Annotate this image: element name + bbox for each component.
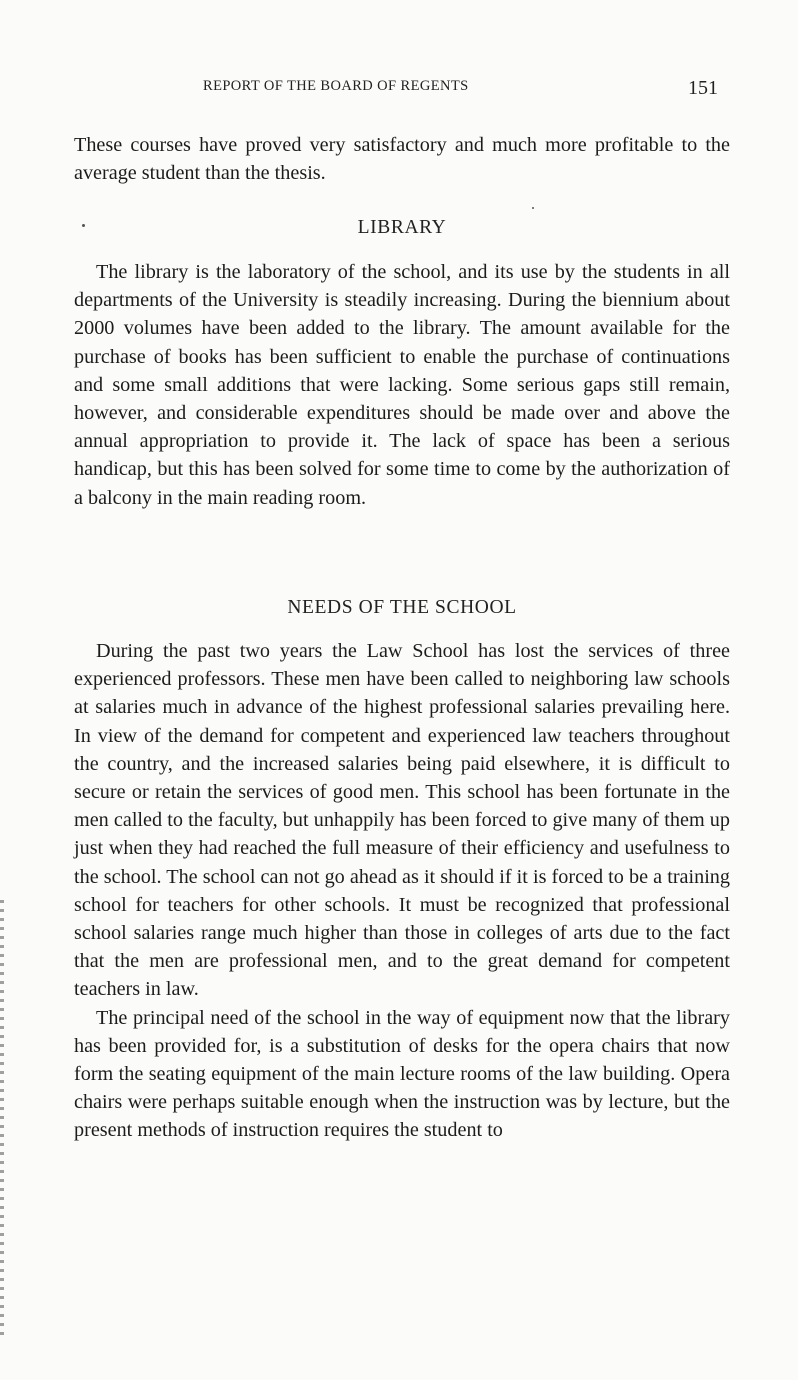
intro-paragraph: These courses have proved very satisfactory and much more profitable to the average student than the thesis. — [74, 134, 730, 185]
running-head: REPORT OF THE BOARD OF REGENTS — [203, 78, 469, 94]
binding-edge — [0, 900, 4, 1340]
needs-section-body — [74, 637, 730, 1145]
scan-speck — [532, 207, 534, 209]
page-number: 151 — [688, 77, 718, 99]
intro-paragraph-block — [74, 131, 730, 187]
scan-speck — [82, 224, 85, 227]
library-paragraph: The library is the laboratory of the school, and its use by the students in all departments of the University is steadily increasing. During the biennium about 2000 volumes have been added to the library. The amount available for the purchase of books has been sufficient to enable the purchase of continuations and some small additions that were lacking. Some serious gaps still remain, however, and considerable expenditures should be made over and above the annual appropriation to provide it. The lack of space has been a serious handicap, but this has been solved for some time to come by the authorization of a balcony in the main reading room. — [74, 261, 730, 509]
library-section-body — [74, 258, 730, 512]
section-heading-needs: NEEDS OF THE SCHOOL — [287, 597, 517, 618]
section-heading-library: LIBRARY — [357, 217, 447, 238]
needs-paragraph-2: The principal need of the school in the way of equipment now that the library has been provided for, is a substitution of desks for the opera chairs that now form the seating equipment of the main lecture rooms of the law building. Opera chairs were perhaps suitable enough when the instruction was by lecture, but the present methods of instruction requires the student to — [74, 1006, 730, 1142]
needs-paragraph-1: During the past two years the Law School has lost the services of three experienced professors. These men have been called to neighboring law schools at salaries much in advance of the highest professional salaries prevailing here. In view of the demand for competent and experienced law teachers throughout the country, and the increased salaries being paid elsewhere, it is difficult to secure or retain the services of good men. This school has been fortunate in the men called to the faculty, but unhappily has been forced to give many of them up just when they had reached the full measure of their efficiency and usefulness to the school. The school can not go ahead as it should if it is forced to be a training school for teachers for other schools. It must be recognized that professional school salaries range much higher than those in colleges of arts due to the fact that the men are professional men, and to the great demand for competent teachers in law. — [74, 640, 730, 1001]
